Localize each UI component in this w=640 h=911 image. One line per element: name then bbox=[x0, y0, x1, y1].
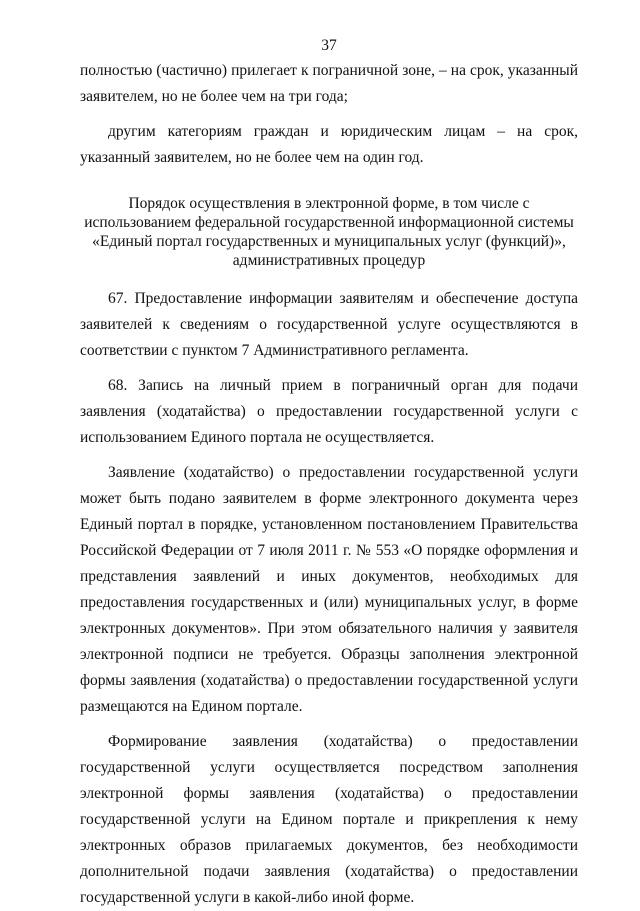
paragraph-67: 67. Предоставление информации заявителям и обеспечение доступа заявителей к сведениям о государственной услуге осуществляются в соответствии с пунктом 7 Административного регламента. bbox=[80, 290, 578, 359]
page-number: 37 bbox=[321, 37, 337, 54]
section-heading bbox=[80, 194, 578, 270]
section-heading-line: Порядок осуществления в электронной форме, в том числе с bbox=[128, 195, 530, 212]
section-heading-line: «Единый портал государственных и муниципальных услуг (функций)», bbox=[92, 233, 566, 250]
paragraph-border-zone-term: полностью (частично) прилегает к пограничной зоне, – на срок, указанный заявителем, но не более чем на три года; bbox=[80, 62, 578, 105]
section-heading-line: административных процедур bbox=[232, 252, 426, 269]
paragraph-electronic-application: Заявление (ходатайство) о предоставлении государственной услуги может быть подано заявителем в форме электронного документа через Единый портал в порядке, установленном постановлением Правительства Российской Федерации от 7 июля 2011 г. № 553 «О порядке оформления и представления заявлений и иных документов, необходимых для предоставления государственных и (или) муниципальных услуг, в форме электронных документов». При этом обязательного наличия у заявителя электронной подписи не требуется. Образцы заполнения электронной формы заявления (ходатайства) о предоставлении государственной услуги размещаются на Едином портале. bbox=[80, 464, 578, 715]
paragraph-application-forming: Формирование заявления (ходатайства) о предоставлении государственной услуги осуществляется посредством заполнения электронной формы заявления (ходатайства) о предоставлении государственной услуги на Едином портале и прикрепления к нему электронных образов прилагаемых документов, без необходимости дополнительной подачи заявления (ходатайства) о предоставлении государственной услуги в какой-либо иной форме. bbox=[80, 733, 578, 906]
paragraph-other-categories-term: другим категориям граждан и юридическим лицам – на срок, указанный заявителем, но не более чем на один год. bbox=[80, 123, 578, 166]
section-heading-line: использованием федеральной государственной информационной системы bbox=[84, 214, 574, 231]
main-text-block bbox=[80, 286, 578, 911]
top-text-block bbox=[80, 58, 578, 171]
paragraph-68: 68. Запись на личный прием в пограничный орган для подачи заявления (ходатайства) о предоставлении государственной услуги с использованием Единого портала не осуществляется. bbox=[80, 377, 578, 446]
